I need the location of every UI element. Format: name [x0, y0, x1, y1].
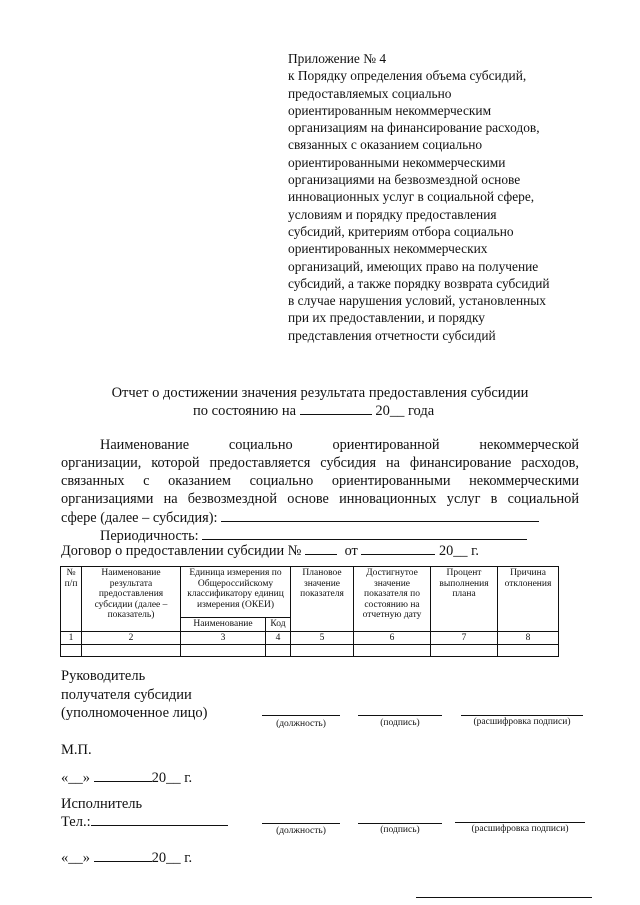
appendix-line: ориентированными некоммерческими	[288, 154, 506, 170]
head-decoding-line[interactable]	[461, 715, 583, 716]
appendix-block	[288, 50, 550, 344]
caption-decoding: (расшифровка подписи)	[471, 824, 569, 834]
appendix-line: инновационных услуг в социальной сфере,	[288, 189, 535, 205]
table-cell[interactable]	[266, 645, 291, 657]
body-line-3: связанных с оказанием социально ориентированными некоммерческими	[61, 473, 579, 489]
contract-year: 20__ г.	[438, 543, 479, 559]
caption-decoding: (расшифровка подписи)	[473, 717, 571, 727]
body-word: ориентированной	[332, 437, 440, 453]
executor-label: Исполнитель	[61, 796, 143, 812]
caption-position: (должность)	[276, 826, 326, 836]
head-label-1: Руководитель	[61, 668, 146, 684]
head-position-line[interactable]	[262, 715, 340, 716]
date-day: «__»	[61, 770, 90, 786]
body-word: социально	[228, 437, 293, 453]
bottom-rule	[416, 897, 592, 898]
report-date-prefix: по состоянию на	[193, 403, 297, 419]
header-achieved: Достигнутое значение показателя по состоянию на отчетную дату	[354, 567, 431, 632]
table-number-row	[61, 631, 559, 645]
table-cell[interactable]	[498, 645, 559, 657]
contract-label: Договор о предоставлении субсидии №	[61, 543, 302, 559]
caption-signature: (подпись)	[380, 718, 420, 728]
table-cell[interactable]	[181, 645, 266, 657]
date-month-blank[interactable]	[94, 849, 152, 862]
report-date-line	[193, 402, 434, 420]
periodicity-blank[interactable]	[202, 527, 527, 540]
report-date-year: 20__ года	[375, 403, 435, 419]
col-number: 7	[431, 631, 498, 645]
table-header-row	[61, 567, 559, 618]
col-number: 3	[181, 631, 266, 645]
executor-decoding-line[interactable]	[455, 822, 585, 823]
body-line-2: организации, которой предоставляется субсидия на финансирование расходов,	[61, 455, 579, 471]
appendix-line: организациями на безвозмездной основе	[288, 172, 521, 188]
header-num: № п/п	[61, 567, 82, 632]
executor-date	[61, 849, 192, 868]
report-date-blank[interactable]	[300, 402, 372, 415]
table-cell[interactable]	[431, 645, 498, 657]
appendix-line: условиям и порядку предоставления	[288, 206, 497, 222]
table-row	[61, 645, 559, 657]
body-word: некоммерческой	[479, 437, 579, 453]
col-number: 5	[291, 631, 354, 645]
report-table	[60, 566, 559, 657]
date-day: «__»	[61, 850, 90, 866]
contract-from: от	[344, 543, 358, 559]
phone-blank[interactable]	[91, 813, 228, 826]
head-label-2: получателя субсидии	[61, 687, 192, 703]
appendix-line: к Порядку определения объема субсидий,	[288, 68, 527, 84]
stamp-label: М.П.	[61, 742, 92, 758]
appendix-line: организациям на финансирование расходов,	[288, 120, 540, 136]
contract-line	[61, 542, 479, 560]
contract-date-blank[interactable]	[361, 542, 435, 555]
table-cell[interactable]	[61, 645, 82, 657]
body-line-4: организациями на безвозмездной основе инновационных услуг в социальной	[61, 491, 579, 507]
executor-signature-line[interactable]	[358, 823, 442, 824]
header-plan: Плановое значение показателя	[291, 567, 354, 632]
appendix-line: связанных с оказанием социально	[288, 137, 483, 153]
head-date	[61, 769, 192, 788]
appendix-line: ориентированным некоммерческим	[288, 102, 492, 118]
subsidy-label: сфере (далее – субсидия):	[61, 510, 218, 526]
report-title: Отчет о достижении значения результата предоставления субсидии	[111, 385, 529, 401]
col-number: 4	[266, 631, 291, 645]
head-signature-line[interactable]	[358, 715, 442, 716]
header-unit-name: Наименование	[181, 618, 266, 632]
phone-line	[61, 813, 228, 832]
header-unit: Единица измерения по Общероссийскому классификатору единиц измерения (ОКЕИ)	[181, 567, 291, 618]
header-reason: Причина отклонения	[498, 567, 559, 632]
header-percent: Процент выполнения плана	[431, 567, 498, 632]
appendix-line: в случае нарушения условий, установленных	[288, 293, 546, 309]
header-name: Наименование результата предоставления субсидии (далее – показатель)	[82, 567, 181, 632]
header-unit-code: Код	[266, 618, 291, 632]
head-label-3: (уполномоченное лицо)	[61, 705, 208, 721]
body-line-5	[61, 509, 539, 527]
col-number: 8	[498, 631, 559, 645]
date-month-blank[interactable]	[94, 769, 152, 782]
date-year: 20__ г.	[151, 770, 193, 786]
appendix-line: предоставляемых социально	[288, 85, 452, 101]
col-number: 1	[61, 631, 82, 645]
contract-number-blank[interactable]	[305, 542, 337, 555]
appendix-line: при их предоставлении, и порядку	[288, 310, 485, 326]
appendix-line: представления отчетности субсидий	[288, 327, 496, 343]
subsidy-blank[interactable]	[221, 509, 539, 522]
caption-signature: (подпись)	[380, 825, 420, 835]
date-year: 20__ г.	[151, 850, 193, 866]
appendix-line: организаций, имеющих право на получение	[288, 258, 539, 274]
appendix-title: Приложение № 4	[288, 51, 387, 66]
phone-label: Тел.:	[61, 814, 91, 830]
body-word: Наименование	[100, 437, 190, 453]
appendix-line: субсидий, критериям отбора социально	[288, 223, 514, 239]
col-number: 6	[354, 631, 431, 645]
caption-position: (должность)	[276, 719, 326, 729]
table-cell[interactable]	[354, 645, 431, 657]
appendix-line: ориентированных некоммерческих	[288, 241, 488, 257]
executor-position-line[interactable]	[262, 823, 340, 824]
table-cell[interactable]	[82, 645, 181, 657]
body-line-1	[100, 437, 579, 455]
col-number: 2	[82, 631, 181, 645]
table-cell[interactable]	[291, 645, 354, 657]
appendix-line: субсидий, а также порядку возврата субсидий	[288, 275, 550, 291]
periodicity-label: Периодичность:	[100, 528, 199, 544]
